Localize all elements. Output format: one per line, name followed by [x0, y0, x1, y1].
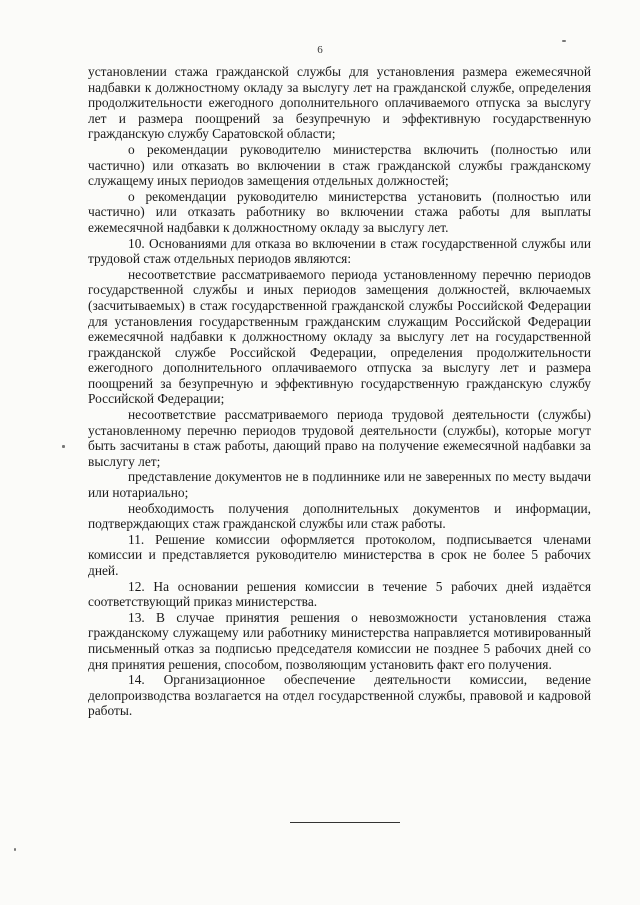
paragraph-ground-period-mismatch: несоответствие рассматриваемого периода установленному перечню периодов государственной службы и иных периодов замещения должностей, включаемых (засчитываемых) в стаж государственной гражданской службы Российской Федерации для установления государственным гражданским служащим Российской Федерации ежемесячной надбавки к должностному окладу за выслугу лет на государственной гражданской службе Российской Федерации, определения продолжительности ежегодного дополнительного оплачиваемого отпуска за выслугу лет и размера поощрений за безупречную и эффективную государственную гражданскую службу Российской Федерации;	[88, 266, 591, 407]
paragraph-item-14: 14. Организационное обеспечение деятельности комиссии, ведение делопроизводства возлагается на отдел государственной службы, правовой и кадровой работы.	[88, 672, 591, 719]
paragraph-ground-documents: представление документов не в подлиннике или не заверенных по месту выдачи или нотариально;	[88, 469, 591, 501]
paragraph-item-12: 12. На основании решения комиссии в течение 5 рабочих дней издаётся соответствующий приказ министерства.	[88, 578, 591, 610]
paragraph-item-10: 10. Основаниями для отказа во включении в стаж государственной службы или трудовой стаж отдельных периодов являются:	[88, 235, 591, 267]
paragraph-ground-additional-info: необходимость получения дополнительных документов и информации, подтверждающих стаж гражданской службы или стаж работы.	[88, 500, 591, 532]
paragraph-recommend-include: о рекомендации руководителю министерства включить (полностью или частично) или отказать во включении в стаж гражданской службы гражданскому служащему иных периодов замещения отдельных должностей;	[88, 141, 591, 189]
paragraph-continuation: установлении стажа гражданской службы для установления размера ежемесячной надбавки к должностному окладу за выслугу лет на гражданской службе, определения продолжительности ежегодного дополнительного оплачиваемого отпуска за выслугу лет и размера поощрений за безупречную и эффективную государственную гражданскую службу Саратовской области;	[88, 64, 591, 142]
paragraph-recommend-establish: о рекомендации руководителю министерства установить (полностью или частично) или отказать работнику во включении стажа работы для выплаты ежемесячной надбавки к должностному окладу за выслугу лет.	[88, 188, 591, 235]
document-body	[88, 64, 591, 719]
end-of-document-line	[290, 822, 400, 823]
page-number: 6	[317, 44, 323, 56]
scan-speck	[62, 445, 65, 448]
paragraph-ground-labor-mismatch: несоответствие рассматриваемого периода трудовой деятельности (службы) установленному перечню периодов трудовой деятельности (службы), которые могут быть засчитаны в стаж работы, дающий право на получение ежемесячной надбавки за выслугу лет;	[88, 407, 591, 469]
paragraph-item-11: 11. Решение комиссии оформляется протоколом, подписывается членами комиссии и представляется руководителю министерства в срок не более 5 рабочих дней.	[88, 531, 591, 578]
paragraph-item-13: 13. В случае принятия решения о невозможности установления стажа гражданскому служащему или работнику министерства направляется мотивированный письменный отказ за подписью председателя комиссии не позднее 5 рабочих дней со дня принятия решения, способом, позволяющим установить факт его получения.	[88, 609, 591, 672]
scan-speck	[14, 848, 16, 851]
scan-speck	[562, 40, 566, 42]
